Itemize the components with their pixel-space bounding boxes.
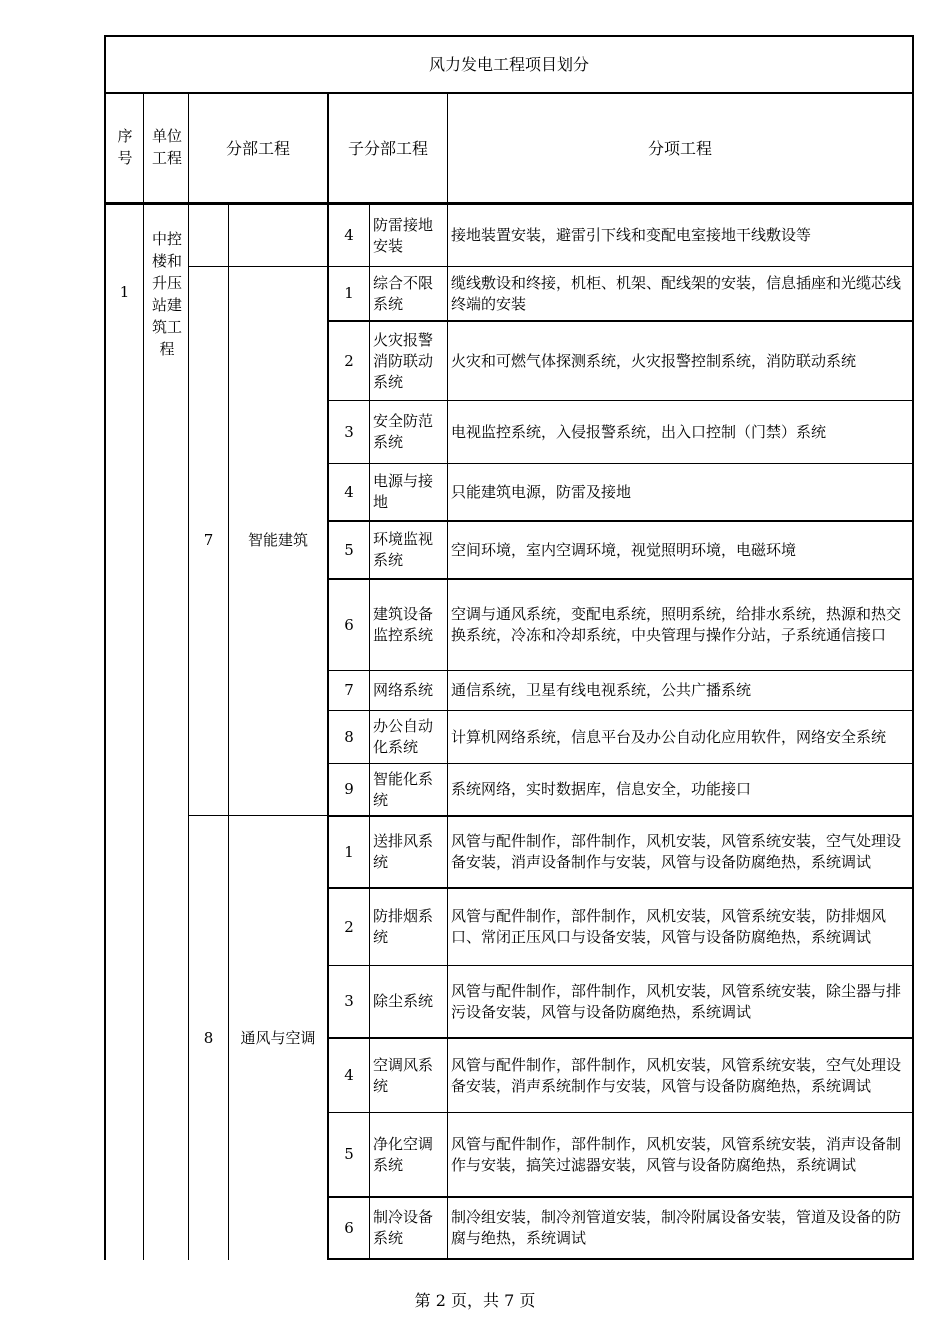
row-desc: 电视监控系统，入侵报警系统，出入口控制（门禁）系统 [451,422,827,441]
row-desc: 通信系统，卫星有线电视系统，公共广播系统 [451,681,752,699]
unit-seq: 1 [119,282,130,301]
row-name: 办公自动化系统 [373,717,434,756]
row-name: 防排烟系统 [373,907,434,946]
header-branch: 分部工程 [225,138,290,158]
row-name: 智能化系统 [373,769,434,809]
page-title: 风力发电工程项目划分 [428,55,589,74]
page-footer: 第 2 页，共 7 页 [414,1291,536,1310]
row-no: 3 [344,992,354,1010]
row-desc: 空间环境，室内空调环境，视觉照明环境，电磁环境 [451,540,797,559]
row-name: 环境监视系统 [373,530,434,569]
rule-col-unit [143,204,144,1260]
rule-row [328,1258,913,1260]
section-no: 8 [203,1028,214,1047]
row-name: 安全防范系统 [373,412,434,451]
row-desc: 火灾和可燃气体探测系统，火灾报警控制系统，消防联动系统 [451,351,857,370]
row-desc: 接地装置安装，避雷引下线和变配电室接地干线敷设等 [451,226,812,244]
row-no: 2 [344,917,354,936]
row-no: 5 [344,540,354,559]
section-name: 智能建筑 [247,531,308,549]
rule-right [912,35,914,1260]
row-no: 5 [344,1145,354,1163]
row-name: 送排风系统 [373,832,434,871]
row-no: 6 [344,615,354,634]
unit-name: 中控楼和升压站建筑工程 [151,230,182,358]
row-desc: 只能建筑电源，防雷及接地 [451,482,632,501]
row-desc: 系统网络，实时数据库，信息安全，功能接口 [451,780,752,798]
header-unit: 单位工程 [151,127,182,167]
row-name: 火灾报警消防联动系统 [373,330,434,391]
row-no: 6 [344,1218,354,1237]
row-no: 8 [344,727,354,746]
row-desc: 缆线敷设和终接，机柜、机架、配线架的安装，信息插座和光缆芯线终端的安装 [451,273,902,313]
rule-header-col1 [143,93,144,203]
row-desc: 计算机网络系统，信息平台及办公自动化应用软件，网络安全系统 [451,727,887,746]
row-no: 1 [344,284,354,302]
row-no: 7 [344,681,354,699]
row-name: 空调风系统 [373,1055,434,1095]
row-desc: 风管与配件制作，部件制作，风机安装，风管系统安装，消声设备制作与安装，搞笑过滤器安装，风管与设备防腐绝热，系统调试 [451,1134,902,1174]
row-name: 净化空调系统 [373,1134,434,1174]
row-desc: 制冷组安装，制冷剂管道安装，制冷附属设备安装，管道及设备的防腐与绝热，系统调试 [451,1208,902,1247]
row-name: 防雷接地安装 [373,215,434,255]
row-desc: 空调与通风系统，变配电系统，照明系统，给排水系统，热源和热交换系统，冷冻和冷却系统，中央管理与操作分站，子系统通信接口 [451,605,902,644]
rule-left [104,35,106,1260]
row-name: 电源与接地 [373,472,434,511]
row-name: 综合不限系统 [373,273,434,313]
header-sub-branch: 子分部工程 [347,138,428,158]
row-no: 9 [344,780,354,798]
row-desc: 风管与配件制作，部件制作，风机安装，风管系统安装，除尘器与排污设备安装，风管与设备防腐绝热，系统调试 [451,981,902,1021]
row-no: 4 [344,226,354,244]
row-desc: 风管与配件制作，部件制作，风机安装，风管系统安装，防排烟风口、常闭正压风口与设备安装，风管与设备防腐绝热，系统调试 [451,907,887,946]
header-item: 分项工程 [647,138,712,158]
section-no: 7 [203,531,214,549]
row-name: 除尘系统 [373,992,434,1010]
row-no: 2 [344,351,354,370]
row-name: 建筑设备监控系统 [373,605,434,644]
row-desc: 风管与配件制作，部件制作，风机安装，风管系统安装，空气处理设备安装，消声设备制作与安装，风管与设备防腐绝热，系统调试 [451,832,902,871]
row-no: 4 [344,482,354,501]
row-no: 3 [344,422,354,441]
row-no: 4 [344,1066,354,1084]
row-name: 网络系统 [373,681,434,699]
row-no: 1 [344,842,354,861]
header-seq: 序号 [117,127,133,167]
row-desc: 风管与配件制作，部件制作，风机安装，风管系统安装，空气处理设备安装，消声系统制作与安装，风管与设备防腐绝热，系统调试 [451,1055,902,1095]
row-name: 制冷设备系统 [373,1208,434,1247]
section-name: 通风与空调 [240,1028,316,1047]
